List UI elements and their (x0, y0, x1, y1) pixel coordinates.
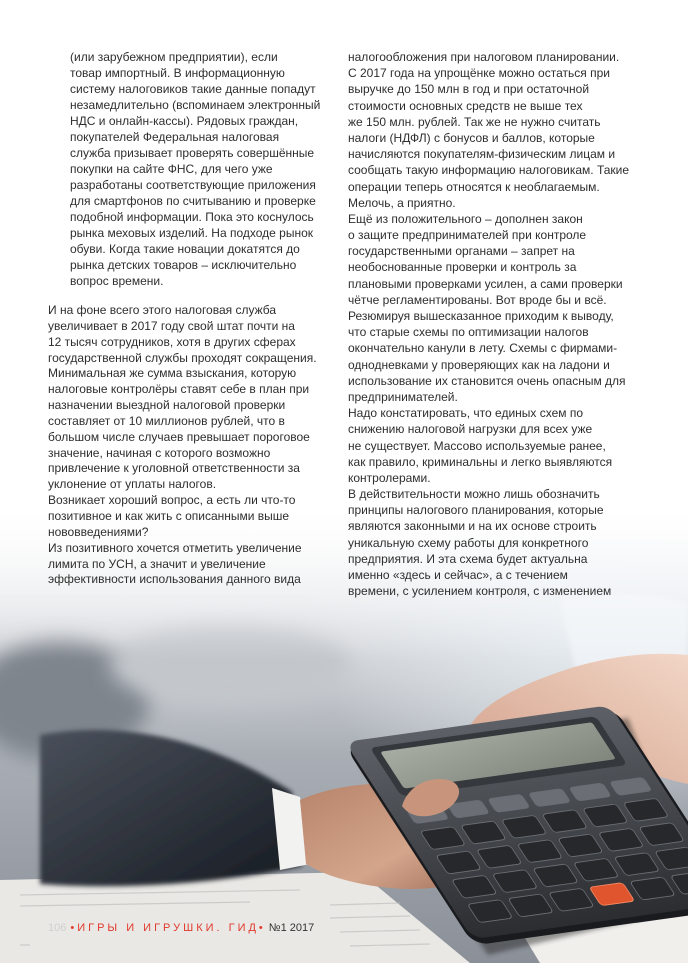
text-line: контролерами. (348, 470, 431, 485)
text-line: В действительности можно лишь обозначить (348, 487, 600, 502)
text-line: привлечение к уголовной ответственности за (48, 461, 300, 476)
text-line: систему налоговиков такие данные попадут (70, 82, 316, 96)
text-line: операции теперь относятся к необлагаемым. (348, 179, 600, 194)
text-line: окончательно канули в лету. Схемы с фирмами- (348, 341, 618, 356)
text-line: плановыми проверками усилен, а сами проверки (348, 276, 623, 291)
text-line: С 2017 года на упрощёнке можно остаться при (348, 66, 610, 81)
text-line: налоги (НДФЛ) с бонусов и баллов, которые (348, 130, 595, 145)
text-line: назначении выездной налоговой проверки (48, 398, 286, 413)
text-line: налоговые контролёры ставят себе в план при (48, 382, 310, 397)
text-line: вопрос времени. (70, 274, 164, 288)
text-line: Мелочь, а приятно. (348, 195, 456, 210)
text-line: покупки на сайте ФНС, для чего уже (70, 162, 273, 176)
text-line: являются законными и на их основе строить (348, 519, 597, 534)
text-line: времени, с усилением контроля, с изменением (348, 584, 612, 599)
left-column-intro (70, 49, 320, 289)
text-line: принципы налогового планирования, которые (348, 503, 604, 518)
text-line: незамедлительно (вспоминаем электронный (70, 98, 321, 112)
issue-number: №1 2017 (268, 922, 315, 934)
text-line: Из позитивного хочется отметить увеличение (48, 540, 302, 555)
text-line: Минимальная же сумма взыскания, которую (48, 366, 297, 381)
text-line: НДС и онлайн-кассы). Рядовых граждан, (70, 114, 299, 128)
text-line: необоснованные проверки и контроль за (348, 260, 577, 275)
text-line: предприятия. И эта схема будет актуальна (348, 551, 588, 566)
text-line: снижению налоговой нагрузки для всех уже (348, 422, 593, 437)
text-line: разработаны соответствующие приложения (70, 178, 316, 192)
text-line: товар импортный. В информационную (70, 66, 285, 80)
text-line: нововведениями? (48, 524, 149, 539)
text-line: государственной службы проходят сокращения. (48, 350, 317, 365)
text-line: эффективности использования данного вида (48, 572, 301, 587)
text-line: позитивное и как жить с описанными выше (48, 508, 290, 523)
text-line: что старые схемы по оптимизации налогов (348, 325, 589, 340)
text-line: рынка детских товаров – исключительно (70, 258, 297, 272)
text-line: о защите предпринимателей при контроле (348, 228, 587, 243)
text-line: лимита по УСН, а значит и увеличение (48, 556, 266, 571)
text-line: налогообложения при налоговом планировании. (348, 50, 620, 64)
text-line: как правило, криминальны и легко выявляются (348, 454, 613, 469)
text-line: уникальную схему работы для конкретного (348, 535, 589, 550)
text-line: стоимости основных средств не выше тех (348, 98, 583, 113)
text-line: Резюмируя вышесказанное приходим к выводу, (348, 309, 614, 323)
left-column-main (48, 303, 317, 588)
text-line: большом числе случаев превышает пороговое (48, 429, 310, 444)
text-line: для смартфонов по считыванию и проверке (70, 194, 316, 208)
text-line: И на фоне всего этого налоговая служба (48, 303, 277, 317)
magazine-title: •ИГРЫ И ИГРУШКИ. ГИД• (70, 922, 266, 934)
text-line: не существует. Массово используемые ранее, (348, 438, 606, 453)
text-line: обуви. Когда такие новации докатятся до (70, 242, 300, 256)
text-line: именно «здесь и сейчас», а с течением (348, 568, 568, 582)
page-number: 106 (48, 922, 67, 934)
text-line: рынка меховых изделий. На подходе рынок (70, 226, 313, 240)
text-line: Ещё из положительного – дополнен закон (348, 211, 583, 226)
text-line: государственными органами – запрет на (348, 244, 575, 259)
text-line: 12 тысяч сотрудников, хотя в других сферах (48, 334, 296, 349)
text-line: однодневками у проверяющих как на ладони и (348, 357, 610, 372)
text-line: значение, начиная с которого возможно (48, 445, 271, 460)
text-line: предпринимателей. (348, 389, 458, 404)
text-line: составляет от 10 миллионов рублей, что в (48, 413, 285, 428)
text-line: чётче регламентированы. Вот вроде бы и всё. (348, 292, 607, 307)
text-line: (или зарубежном предприятии), если (70, 50, 278, 64)
page-footer (48, 921, 314, 935)
text-line: выручке до 150 млн в год и при остаточной (348, 82, 590, 97)
text-line: уклонение от уплаты налогов. (48, 477, 217, 492)
text-line: использование их становится очень опасным для (348, 373, 626, 388)
text-line: служба призывает проверять совершённые (70, 146, 315, 160)
text-line: же 150 млн. рублей. Так же не нужно считать (348, 114, 601, 129)
text-line: Возникает хороший вопрос, а есть ли что-то (48, 493, 296, 508)
text-line: Надо констатировать, что единых схем по (348, 406, 584, 421)
text-line: начисляются покупателям-физическим лицам и (348, 147, 616, 162)
text-line: подобной информации. Пока это коснулось (70, 210, 314, 224)
right-column (348, 49, 629, 599)
text-line: покупателей Федеральная налоговая (70, 130, 280, 144)
text-line: увеличивает в 2017 году свой штат почти на (48, 318, 295, 333)
text-line: сообщать такую информацию налоговикам. Такие (348, 163, 630, 178)
